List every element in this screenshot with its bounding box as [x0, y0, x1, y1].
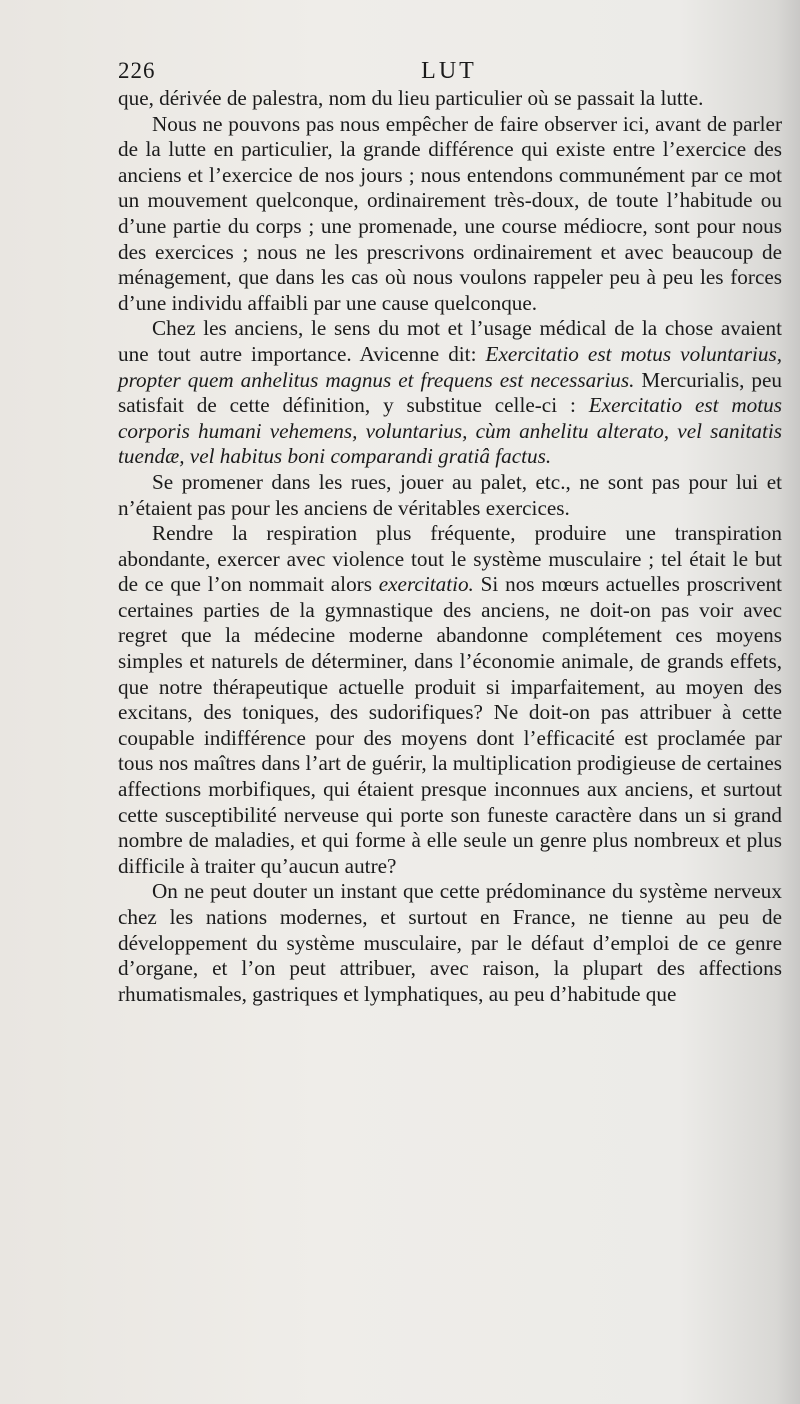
- text-run: Se promener dans les rues, jouer au palet, etc., ne sont pas pour lui et n’étaient pas pour les anciens de véritables exercices.: [118, 469, 782, 520]
- text-run: Chez les anciens, le sens du mot et l’usage médical de la chose avaient une tout autre importance. Avicenne dit:: [118, 316, 782, 366]
- paragraph: [118, 316, 782, 470]
- text-run: Mercurialis, peu satisfait de cette définition, y substitue celle-ci :: [118, 367, 782, 418]
- running-head: LUT: [421, 58, 477, 84]
- italic-latin-quote: Exercitatio est motus corporis humani vehemens, voluntarius, cùm anhelitu alterato, vel sanitatis tuendæ, vel habitus boni comparandi gratiâ factus.: [118, 393, 782, 469]
- text-run: Rendre la respiration plus fréquente, produire une transpiration abondante, exercer avec violence tout le système musculaire ; tel était le but de ce que l’on nommait alors: [118, 521, 782, 597]
- italic-latin-quote: exercitatio.: [378, 572, 474, 597]
- text-run: Nous ne pouvons pas nous empêcher de faire observer ici, avant de parler de la lutte en particulier, la grande différence qui existe entre l’exercice des anciens et l’exercice de nos jours ; nous entendons communément par ce mot un mouvement quelconque, ordinairement très-doux, de toute l’habitude ou d’une partie du corps ; une promenade, une course médiocre, sont pour nous des exercices ; nous ne les prescrivons ordinairement et avec beaucoup de ménagement, que dans les cas où nous voulons rappeler peu à peu les forces d’une individu affaibli par une cause quelconque.: [118, 111, 782, 315]
- paragraph: [118, 112, 782, 317]
- paragraph: [118, 879, 782, 1007]
- page-number: 226: [118, 58, 156, 83]
- body-text: [118, 86, 782, 1007]
- text-run: que, dérivée de palestra, nom du lieu particulier où se passait la lutte.: [118, 86, 704, 110]
- paragraph: [118, 86, 782, 112]
- paragraph: [118, 470, 782, 521]
- paragraph: [118, 521, 782, 879]
- page-header: [118, 58, 780, 88]
- italic-latin-quote: Exercitatio est motus voluntarius, propter quem anhelitus magnus et frequens est necessarius.: [118, 341, 782, 392]
- text-run: Si nos mœurs actuelles proscrivent certaines parties de la gymnastique des anciens, ne doit-on pas voir avec regret que la médecine moderne abandonne complétement ces moyens simples et naturels de déterminer, dans l’économie animale, de grands effets, que notre thérapeutique actuelle produit si imparfaitement, au moyen des excitans, des toniques, des sudorifiques? Ne doit-on pas attribuer à cette coupable indifférence pour des moyens dont l’efficacité est proclamée par tous nos maîtres dans l’art de guérir, la multiplication prodigieuse de certaines affections morbifiques, qui étaient presque inconnues aux anciens, et surtout cette susceptibilité nerveuse qui porte son funeste caractère dans un si grand nombre de maladies, et qui forme à elle seule un genre plus nombreux et plus difficile à traiter qu’aucun autre?: [118, 572, 782, 878]
- text-run: On ne peut douter un instant que cette prédominance du système nerveux chez les nations modernes, et surtout en France, ne tienne au peu de développement du système musculaire, par le défaut d’emploi de ce genre d’organe, et l’on peut attribuer, avec raison, la plupart des affections rhumatismales, gastriques et lymphatiques, au peu d’habitude que: [118, 879, 782, 1006]
